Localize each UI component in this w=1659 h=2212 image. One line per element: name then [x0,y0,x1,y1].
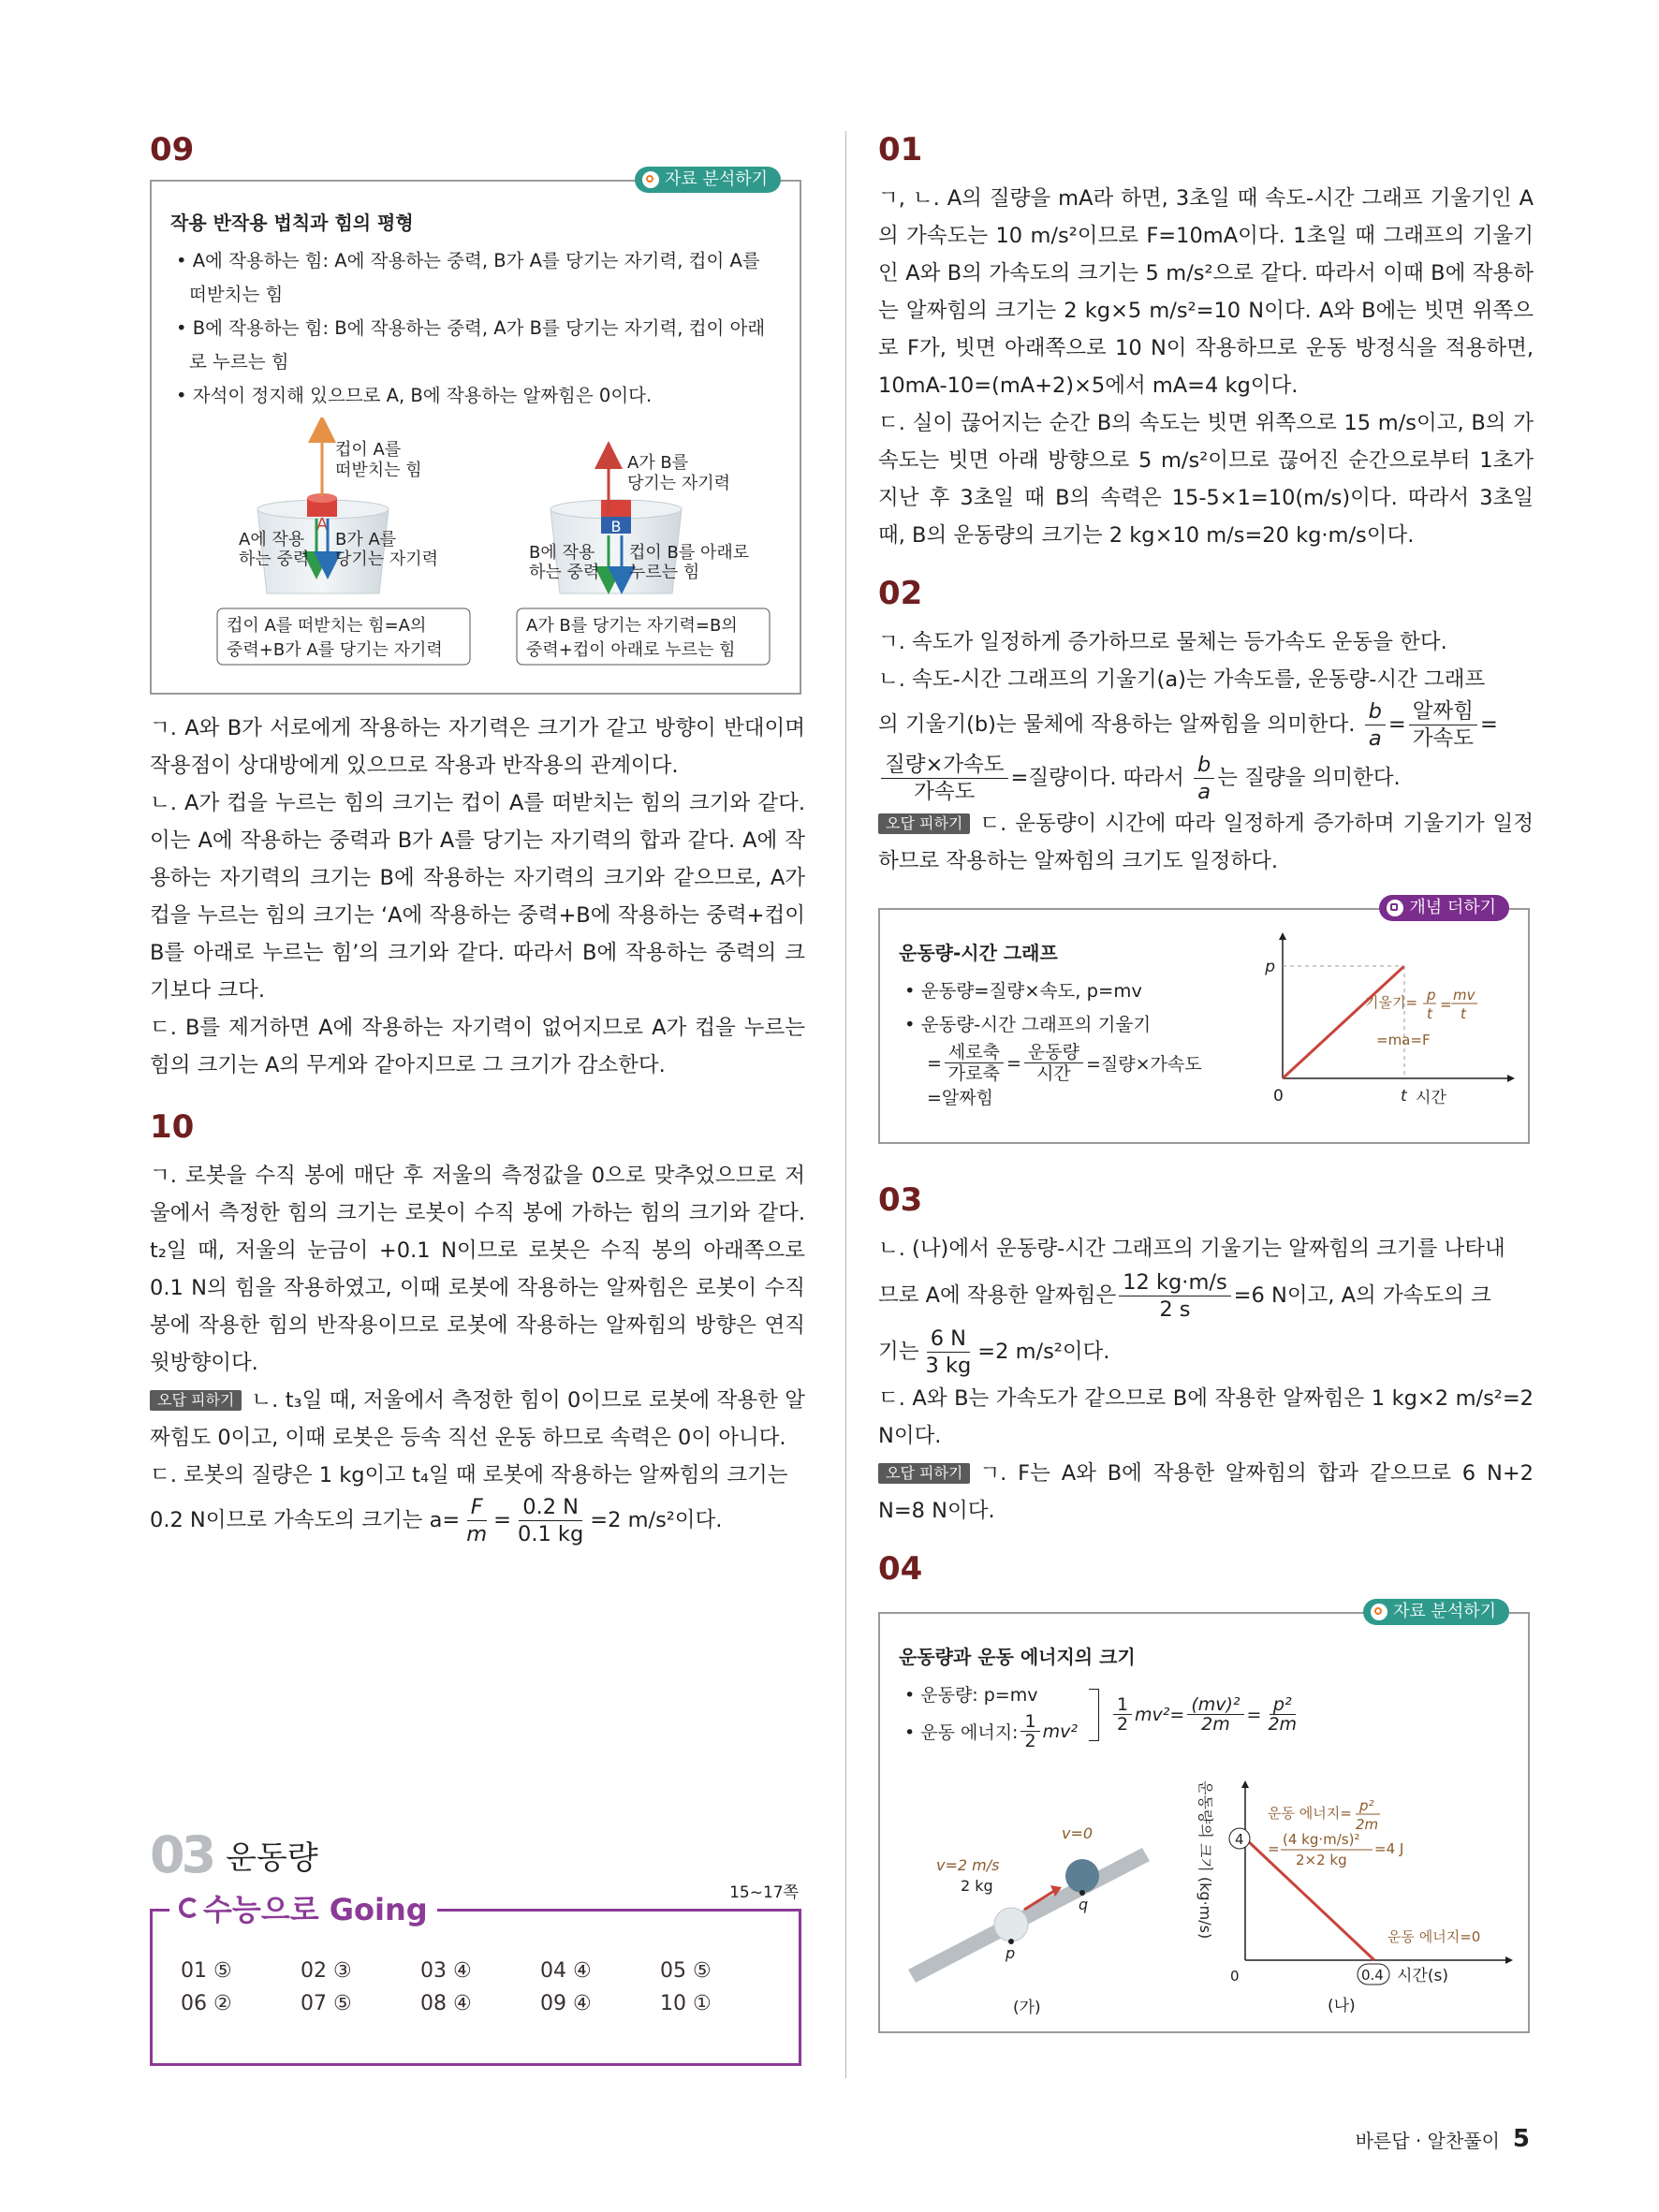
q02-answer-a: ㄱ. 속도가 일정하게 증가하므로 물체는 등가속도 운동을 한다. [878,630,1447,654]
svg-text:t: t [1461,1005,1466,1022]
fig-b-left-2: 하는 중력 [529,563,600,582]
svg-text:p²: p² [1359,1797,1374,1814]
q01-answer-a: ㄱ, ㄴ. A의 질량을 mA라 하면, 3초일 때 속도-시간 그래프 기울기인 A의 가속도는 10 m/s²이므로 F=10mA이다. 1초일 때 그래프의 기울기인 A와 B의 가속도의 크기는 5 m/s²으로 같다. 따라서 이때 B에 작용하는 알짜힘의 크기는 2 kg×5 m/s²=10 N이다. A와 B에는 빗면 위쪽으로 F가, 빗면 아래쪽으로 10 N이 작용하므로 운동 방정식을 적용하면, 10mA-10=(mA+2)×5에서 mA=4 kg이다. [878,186,1534,398]
fig-b-eq-2: 중력+컵이 아래로 누르는 힘 [526,640,736,660]
svg-text:=: = [1440,996,1452,1013]
svg-text:시간: 시간 [1416,1089,1446,1107]
fig-a-right-1: B가 A를 [335,530,397,549]
wrong-answer-tag: 오답 피하기 [878,813,970,834]
q10-answer-a: ㄱ. 로봇을 수직 봉에 매단 후 저울의 측정값을 0으로 맞추었으므로 저울에서 측정한 힘의 크기는 로봇이 수직 봉에 가하는 힘의 크기와 같다. t₂일 때, 저울의 눈금이 +0.1 N이므로 로봇은 수직 봉의 아래쪽으로 0.1 N의 힘을 작용하였고, 이때 로봇에 작용하는 알짜힘은 로봇이 수직 봉에 작용한 힘의 반작용이므로 로봇에 작용하는 알짜힘의 방향은 연직 윗방향이다. [150,1164,805,1375]
q03-answer-a2: 므로 A에 작용한 알짜힘은 $\frac{12 kg\cdot m/s}{2 s}$ =6 N이고, A의 가속도의 크 [878,1270,1491,1322]
magnet-a2 [601,500,631,517]
answer-item: 02 ③ [301,1959,352,1983]
answer-item: 06 ② [181,1992,232,2015]
svg-text:mv: mv [1453,987,1475,1003]
q10-answer-b: 오답 피하기 ㄴ. t₃일 때, 저울에서 측정한 힘이 0이므로 로봇에 작용한 알짜힘도 0이고, 이때 로봇은 등속 직선 운동 하므로 속력은 0이 아니다. [150,1388,805,1450]
fig-b-right-2: 누르는 힘 [629,563,700,582]
q01-answer-b: ㄷ. 실이 끊어지는 순간 B의 속도는 빗면 위쪽으로 15 m/s이고, B의 가속도는 빗면 아래 방향으로 5 m/s²이므로 끊어진 순간으로부터 1초가 지난 후 3초일 때 B의 속력은 15-5×1=10(m/s)이다. 따라서 3초일 때, B의 운동량의 크기는 2 kg×10 m/s=20 kg·m/s이다. [878,411,1534,548]
q02-answer-b2: 의 기울기(b)는 물체에 작용하는 알짜힘을 의미한다. $\frac{b}{a}$ = $\frac{\text{알짜힘}}{\text{가속도}}$ = [878,699,1498,751]
analysis-tag: 자료 분석하기 [1363,1599,1509,1625]
q04-box-title: 운동량과 운동 에너지의 크기 [899,1646,1136,1668]
fig-b-up-label-2: 당기는 자기력 [627,474,731,493]
page-footer [1356,2125,1530,2153]
box-item-1: • A에 작용하는 힘: A에 작용하는 중력, B가 A를 당기는 자기력, 컵이 A를 떠받치는 힘 [176,250,760,305]
svg-text:시간(s): 시간(s) [1397,1967,1448,1985]
answer-item: 04 ④ [540,1959,592,1983]
fig-a-left-1: A에 작용 [239,530,305,549]
q02-answer-c: 오답 피하기 ㄷ. 운동량이 시간에 따라 일정하게 증가하며 기울기가 일정하므로 작용하는 알짜힘의 크기도 일정하다. [878,812,1534,873]
q04-ke-identity: $\frac{1}{2}$ mv²= $\frac{\text{(mv)²}}{2m}$ = $\frac{\text{p²}}{2m}$ [1110,1695,1303,1734]
wrong-answer-tag: 오답 피하기 [150,1390,242,1411]
question-number-02: 02 [878,575,923,612]
svg-text:기울기=: 기울기= [1365,994,1418,1011]
svg-text:=4 J: =4 J [1374,1840,1404,1857]
box-title: 작용 반작용 법칙과 힘의 평형 [170,212,414,234]
q10-answer-c1: ㄷ. 로봇의 질량은 1 kg이고 t₄일 때 로봇에 작용하는 알짜힘의 크기는 [150,1463,788,1487]
graph-y-label-04: 운동량의 크기 (kg·m/s) [1197,1780,1214,1940]
svg-text:B: B [610,518,622,535]
svg-text:=: = [1268,1840,1280,1857]
answer-item: 10 ① [660,1992,712,2015]
fig-a-left-2: 하는 중력 [239,549,310,569]
concept-slope-eq: = $\frac{\text{세로축}}{\text{가로축}}$ = $\frac{\text{운동량}}{\text{시간}}$ =질량×가속도 [927,1042,1202,1084]
footer-label: 바른답 · 알찬풀이 [1355,2129,1500,2152]
svg-text:4: 4 [1235,1831,1244,1848]
plus-icon [1387,900,1403,916]
q02-answer-b3: $\frac{\text{질량×가속도}}{\text{가속도}}$ =질량이다. 따라서 $\frac{b}{a}$ 는 질량을 의미한다. [878,752,1534,805]
fig-b-up-label-1: A가 B를 [627,453,689,473]
answer-grid [181,1959,780,2015]
fig-a-eq-2: 중력+B가 A를 당기는 자기력 [227,640,443,660]
momentum-time-graph [1236,929,1517,1116]
figure-caption-ga: (가) [1013,1999,1041,2016]
ball-p [994,1908,1028,1941]
q03-answer-c: 오답 피하기 ㄱ. F는 A와 B에 작용한 알짜힘의 합과 같으므로 6 N+2 N=8 N이다. [878,1461,1534,1523]
page-range: 15~17쪽 [729,1883,799,1902]
figure-caption-na: (나) [1328,1997,1356,2015]
magnifier-icon [642,171,659,188]
section-title: 운동량 [226,1839,318,1877]
question-number-01: 01 [878,131,923,168]
svg-text:0: 0 [1273,1087,1284,1106]
box-item-3: • 자석이 정지해 있으므로 A, B에 작용하는 알짜힘은 0이다. [176,385,653,406]
svg-text:=ma=F: =ma=F [1376,1032,1431,1048]
question-number-09: 09 [150,131,195,168]
svg-text:0: 0 [1230,1968,1240,1985]
question-number-10: 10 [150,1108,195,1146]
section-number: 03 [150,1825,213,1884]
concept-item-2: • 운동량-시간 그래프의 기울기 [904,1014,1152,1035]
analysis-box-04 [878,1602,1530,2033]
svg-text:운동 에너지=: 운동 에너지= [1268,1805,1352,1822]
fig-b-eq-1: A가 B를 당기는 자기력=B의 [526,616,738,636]
concept-item-1: • 운동량=질량×속도, p=mv [904,980,1142,1002]
fig-a-up-label-2: 떠받치는 힘 [335,461,422,480]
section-header [150,1825,805,2066]
answer-item: 08 ④ [420,1992,472,2015]
concept-eq-last: =알짜힘 [927,1088,993,1108]
answer-item: 09 ④ [540,1992,592,2015]
svg-text:v=2 m/s: v=2 m/s [936,1856,1000,1874]
analysis-tag: 자료 분석하기 [635,167,781,193]
question-number-03: 03 [878,1181,923,1219]
fig-b-right-1: 컵이 B를 아래로 [629,543,750,563]
bracket-icon [1089,1689,1099,1741]
wrong-answer-tag: 오답 피하기 [878,1463,970,1484]
box-item-2: • B에 작용하는 힘: B에 작용하는 중력, A가 B를 당기는 자기력, 컵이 아래로 누르는 힘 [176,317,766,373]
svg-text:p: p [1427,987,1436,1003]
svg-text:2×2 kg: 2×2 kg [1296,1852,1347,1868]
fig-a-right-2: 당기는 자기력 [335,549,439,569]
q04-formula-block [899,1678,1509,1751]
q09-answer-c: ㄷ. B를 제거하면 A에 작용하는 자기력이 없어지므로 A가 컵을 누르는 힘의 크기는 A의 무게와 같아지므로 그 크기가 감소한다. [150,1016,805,1077]
momentum-graph-04 [1189,1773,1526,2016]
svg-text:q: q [1079,1896,1089,1913]
q10-answer-c2: 0.2 N이므로 가속도의 크기는 a= $\frac{F}{m}$ = $\frac{0.2 N}{0.1 kg}$ =2 m/s²이다. [150,1495,723,1546]
going-label: 수능으로 Going [169,1886,437,1929]
answer-item: 03 ④ [420,1959,472,1983]
right-column [878,131,1534,2033]
incline-figure [908,1782,1161,2016]
analysis-box-09 [150,169,801,695]
svg-text:(4 kg·m/s)²: (4 kg·m/s)² [1283,1831,1360,1848]
fig-a-eq-1: 컵이 A를 떠받치는 힘=A의 [227,616,427,636]
svg-text:2 kg: 2 kg [961,1877,993,1895]
q09-answer-b: ㄴ. A가 컵을 누르는 힘의 크기는 컵이 A를 떠받치는 힘의 크기와 같다. 이는 A에 작용하는 중력과 B가 A를 당기는 자기력의 합과 같다. A에 작용하는 자기력의 크기는 B에 작용하는 자기력의 크기와 같으므로, A가 컵을 누르는 힘의 크기는 ‘A에 작용하는 중력+B에 작용하는 중력+컵이 B를 아래로 누르는 힘’의 크기와 같다. 따라서 B에 작용하는 중력의 크기보다 크다. [150,791,805,1003]
answer-item: 01 ⑤ [181,1959,232,1983]
answer-box [150,1883,801,2066]
svg-text:t: t [1427,1005,1432,1022]
svg-text:v=0: v=0 [1062,1824,1094,1842]
column-divider [845,131,846,2078]
fig-a-up-label-1: 컵이 A를 [335,440,402,460]
fig-b-left-1: B에 작용 [529,543,595,563]
magnifier-icon [1371,1604,1387,1620]
svg-text:p: p [1006,1944,1016,1962]
q04-item-2: • 운동 에너지: $\frac{1}{2}$ mv² [904,1711,1078,1751]
q09-answer-a: ㄱ. A와 B가 서로에게 작용하는 자기력은 크기가 같고 방향이 반대이며 작용점이 상대방에게 있으므로 작용과 반작용의 관계이다. [150,716,805,778]
q03-answer-b: ㄷ. A와 B는 가속도가 같으므로 B에 작용한 알짜힘은 1 kg×2 m/s²=2 N이다. [878,1386,1534,1448]
svg-text:t: t [1401,1087,1407,1106]
page-number: 5 [1512,2125,1530,2153]
q02-answer-b1: ㄴ. 속도-시간 그래프의 기울기(a)는 가속도를, 운동량-시간 그래프 [878,667,1486,692]
concept-box-02 [878,898,1530,1144]
svg-text:p: p [1265,958,1275,976]
answer-item: 05 ⑤ [660,1959,712,1983]
concept-title: 운동량-시간 그래프 [899,942,1058,964]
svg-text:A: A [316,515,329,535]
svg-text:2m: 2m [1356,1816,1379,1833]
magnet-cup-figure [169,417,786,670]
q03-answer-a3: 기는 $\frac{6 N}{3 kg}$ =2 m/s²이다. [878,1326,1110,1378]
question-number-04: 04 [878,1550,923,1588]
answer-item: 07 ⑤ [301,1992,352,2015]
ball-q [1065,1859,1099,1893]
concept-tag: 개념 더하기 [1379,895,1509,921]
svg-text:0.4: 0.4 [1361,1967,1384,1984]
q04-item-1: • 운동량: p=mv [904,1685,1038,1706]
left-column [150,131,805,2015]
going-logo-icon [179,1897,199,1918]
svg-text:운동 에너지=0: 운동 에너지=0 [1387,1928,1481,1945]
q03-answer-a1: ㄴ. (나)에서 운동량-시간 그래프의 기울기는 알짜힘의 크기를 나타내 [878,1237,1505,1261]
